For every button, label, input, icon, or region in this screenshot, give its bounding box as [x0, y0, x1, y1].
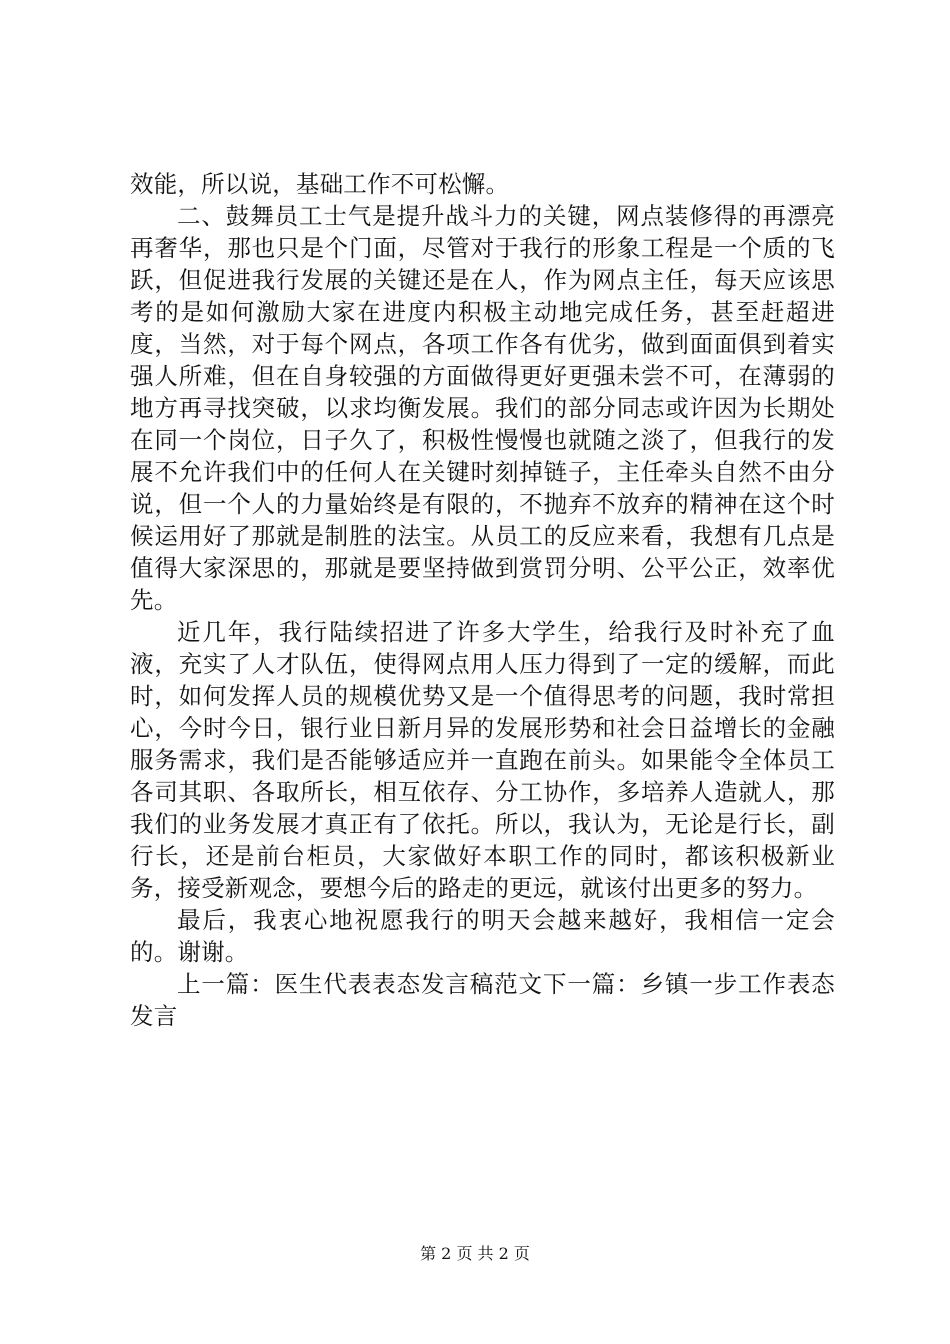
paragraph-2: 二、鼓舞员工士气是提升战斗力的关键，网点装修得的再漂亮再奢华，那也只是个门面，尽管对于我行的形象工程是一个质的飞跃，但促进我行发展的关键还是在人，作为网点主任，每天应该思考的是如何激励大家在进度内积极主动地完成任务，甚至赶超进度，当然，对于每个网点，各项工作各有优劣，做到面面俱到着实强人所难，但在自身较强的方面做得更好更强未尝不可，在薄弱的地方再寻找突破，以求均衡发展。我们的部分同志或许因为长期处在同一个岗位，日子久了，积极性慢慢也就随之淡了，但我行的发展不允许我们中的任何人在关键时刻掉链子，主任牵头自然不由分说，但一个人的力量始终是有限的，不抛弃不放弃的精神在这个时候运用好了那就是制胜的法宝。从员工的反应来看，我想有几点是值得大家深思的，那就是要坚持做到赏罚分明、公平公正，效率优先。	[130, 202, 835, 614]
paragraph-3: 近几年，我行陆续招进了许多大学生，给我行及时补充了血液，充实了人才队伍，使得网点用人压力得到了一定的缓解，而此时，如何发挥人员的规模优势又是一个值得思考的问题，我时常担心，今时今日，银行业日新月异的发展形势和社会日益增长的金融服务需求，我们是否能够适应并一直跑在前头。如果能令全体员工各司其职、各取所长，相互依存、分工协作，多培养人造就人，那我们的业务发展才真正有了依托。所以，我认为，无论是行长，副行长，还是前台柜员，大家做好本职工作的同时，都该积极新业务，接受新观念，要想今后的路走的更远，就该付出更多的努力。	[130, 618, 835, 902]
document-body	[130, 168, 835, 1032]
paragraph-4: 最后，我衷心地祝愿我行的明天会越来越好，我相信一定会的。谢谢。	[130, 906, 835, 966]
paragraph-5-related-links: 上一篇：医生代表表态发言稿范文下一篇：乡镇一步工作表态发言	[130, 970, 835, 1030]
page-footer	[0, 1244, 950, 1264]
page-number-label: 第 2 页 共 2 页	[420, 1244, 530, 1263]
paragraph-1: 效能，所以说，基础工作不可松懈。	[130, 170, 510, 198]
